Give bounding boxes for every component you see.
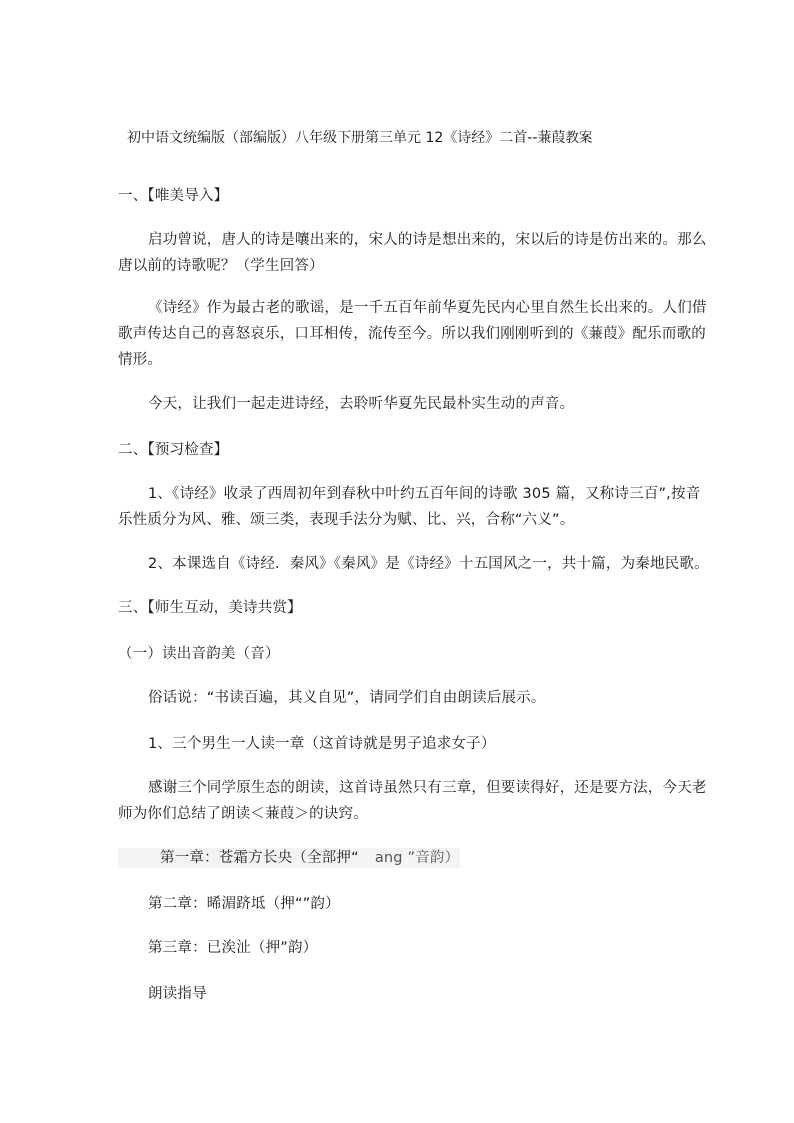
paragraph-line: 唐以前的诗歌呢？（学生回答） xyxy=(118,258,324,274)
chapter-two-line: 第二章：晞湄跻坻（押“”韵） xyxy=(148,896,340,912)
chapter-one-label: 第一章：苍霜方长央（全部押“ xyxy=(160,850,359,866)
section-heading-interaction: 三、【师生互动，美诗共赏】 xyxy=(118,600,302,616)
paragraph-line: 师为你们总结了朗读＜蒹葭＞的诀窍。 xyxy=(118,806,368,822)
paragraph-line: 俗话说：“书读百遍，其义自见”，请同学们自由朗读后展示。 xyxy=(148,690,546,706)
paragraph-line: 1、三个男生一人读一章（这首诗就是男子追求女子） xyxy=(148,736,496,752)
document-title-main: 初中语文统编版（部编版）八年级下册第三单元 12《诗经》二首--蒹葭 xyxy=(127,130,566,146)
paragraph-line: 今天，让我们一起走进诗经，去聆听华夏先民最朴实生动的声音。 xyxy=(148,396,575,412)
paragraph-line: 歌声传达自己的喜怒哀乐，口耳相传，流传至今。所以我们刚刚听到的《蒹葭》配乐而歌的 xyxy=(118,326,706,342)
paragraph-line: 乐性质分为风、雅、颂三类，表现手法分为赋、比、兴，合称“六义”。 xyxy=(118,512,575,528)
document-title xyxy=(127,128,592,148)
paragraph-line: 1、《诗经》收录了西周初年到春秋中叶约五百年间的诗歌 305 篇，又称诗三百”,按音 xyxy=(148,486,701,502)
paragraph-line: 《诗经》作为最古老的歌谣，是一千五百年前华夏先民内心里自然生长出来的。人们借 xyxy=(148,300,707,316)
section-heading-preview: 二、【预习检查】 xyxy=(118,442,229,458)
chapter-three-line: 第三章：已涘沚（押”韵） xyxy=(148,940,318,956)
chapter-one-line xyxy=(118,848,460,868)
section-heading-intro: 一、【唯美导入】 xyxy=(118,188,229,204)
document-title-suffix: 教案 xyxy=(565,130,593,146)
paragraph-line: 感谢三个同学原生态的朗读，这首诗虽然只有三章，但要读得好，还是要方法，今天老 xyxy=(148,780,707,796)
reading-guide-heading: 朗读指导 xyxy=(148,986,207,1002)
subsection-heading: （一）读出音韵美（音） xyxy=(118,646,280,662)
paragraph-line: 启功曾说，唐人的诗是嚷出来的，宋人的诗是想出来的，宋以后的诗是仿出来的。那么 xyxy=(148,232,707,248)
paragraph-line: 2、本课选自《诗经．秦风》《秦风》是《诗经》十五国风之一，共十篇，为秦地民歌。 xyxy=(148,556,709,572)
paragraph-line: 情形。 xyxy=(118,352,163,368)
chapter-one-rhyme: ang ”音韵） xyxy=(374,850,460,866)
